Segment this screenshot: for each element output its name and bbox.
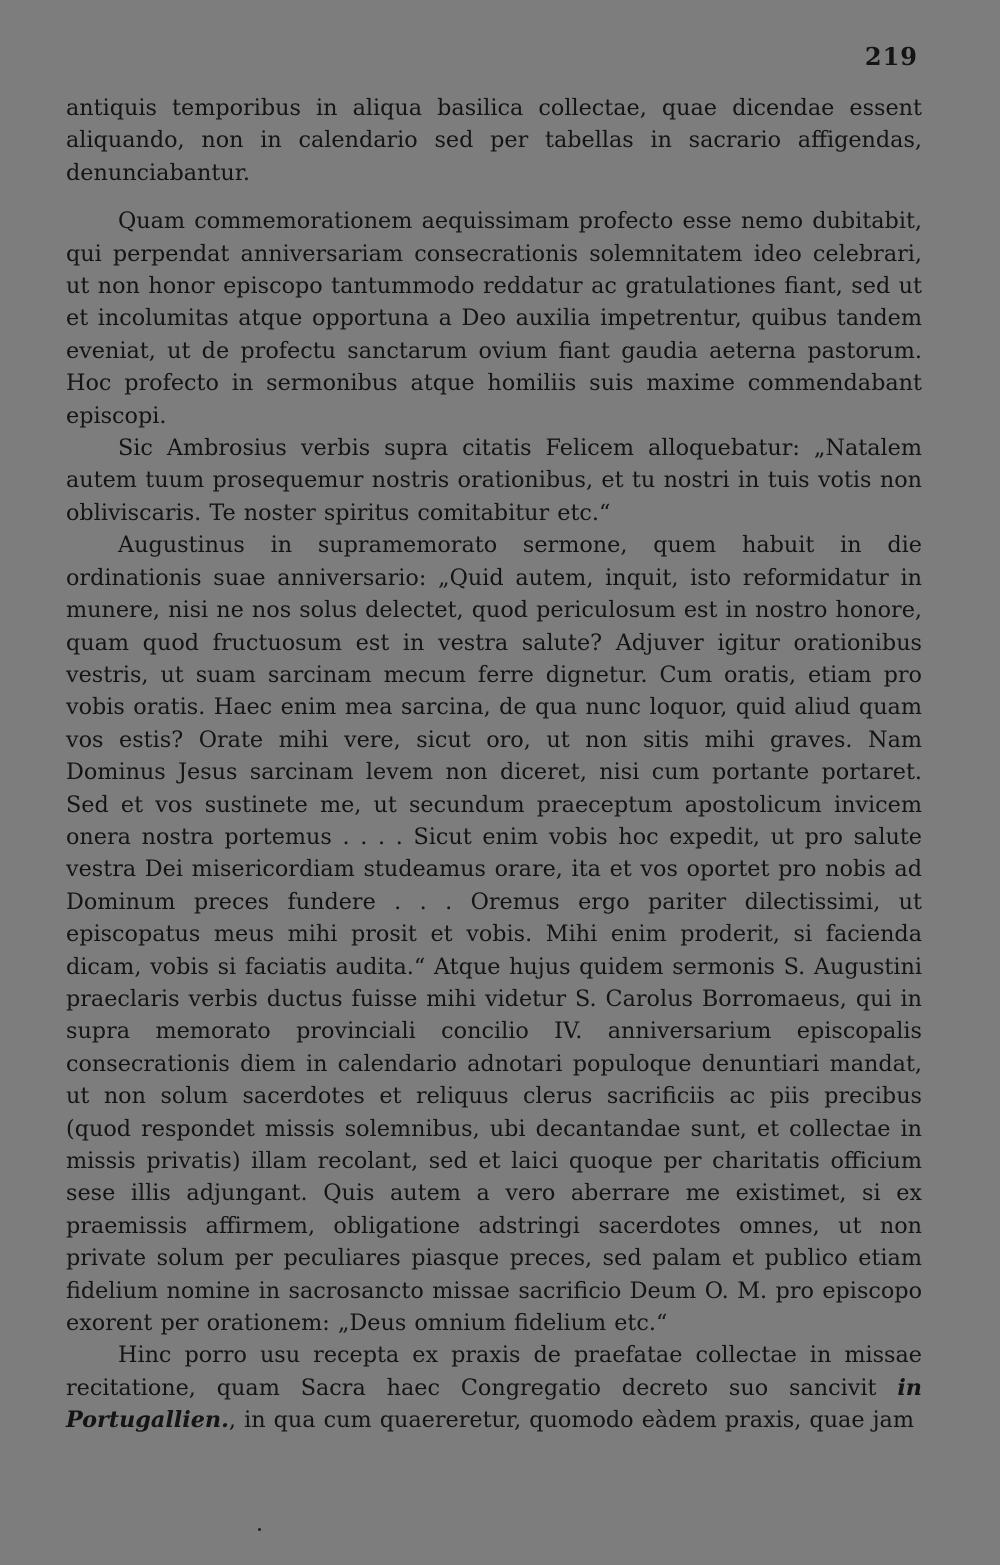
- paragraph-5: [66, 1339, 922, 1436]
- body-text: [66, 92, 922, 1437]
- page-number: 219: [864, 42, 918, 71]
- citation-italic: in Portugallien.: [66, 1374, 922, 1434]
- paragraph-2: Quam commemorationem aequissimam profecto esse nemo dubitabit, qui perpendat anniversariam consecrationis solemnitatem ideo celebrari, ut non honor episcopo tantummodo reddatur ac gratulationes fiant, sed ut et incolumitas atque opportuna a Deo auxilia impetrentur, quibus tandem eveniat, ut de profectu sanctarum ovium fiant gaudia aeterna pastorum. Hoc profecto in sermonibus atque homiliis suis maxime commendabant episcopi.: [66, 208, 922, 429]
- paragraph-3: Sic Ambrosius verbis supra citatis Felicem alloquebatur: „Natalem autem tuum prosequemur nostris orationibus, et tu nostri in tuis votis non obliviscaris. Te noster spiritus comitabitur etc.“: [66, 435, 922, 526]
- scan-speck: [258, 1528, 261, 1531]
- paragraph-1: antiquis temporibus in aliqua basilica collectae, quae dicendae essent aliquando, non in calendario sed per tabellas in sacrario affigendas, denunciabantur.: [66, 95, 922, 186]
- paragraph-5-text-end: , in qua cum quaereretur, quomodo eàdem praxis, quae jam: [228, 1407, 914, 1434]
- paragraph-4: Augustinus in supramemorato sermone, quem habuit in die ordinationis suae anniversario: „Quid autem, inquit, isto reformidatur in munere, nisi ne nos solus delectet, quod periculosum est in nostro honore, quam quod fructuosum est in vestra salute? Adjuver igitur orationibus vestris, ut suam sarcinam mecum ferre dignetur. Cum oratis, etiam pro vobis oratis. Haec enim mea sarcina, de qua nunc loquor, quid aliud quam vos estis? Orate mihi vere, sicut oro, ut non sitis mihi graves. Nam Dominus Jesus sarcinam levem non diceret, nisi cum portante portaret. Sed et vos sustinete me, ut secundum praeceptum apostolicum invicem onera nostra portemus . . . . Sicut enim vobis hoc expedit, ut pro salute vestra Dei misericordiam studeamus orare, ita et vos oportet pro nobis ad Dominum preces fundere . . . Oremus ergo pariter dilectissimi, ut episcopatus meus mihi prosit et vobis. Mihi enim proderit, si facienda dicam, vobis si faciatis audita.“ Atque hujus quidem sermonis S. Augustini praeclaris verbis ductus fuisse mihi videtur S. Carolus Borromaeus, qui in supra memorato provinciali concilio IV. anniversarium episcopalis consecrationis diem in calendario adnotari populoque denuntiari mandat, ut non solum sacerdotes et reliquus clerus sacrificiis ac piis precibus (quod respondet missis solemnibus, ubi decantandae sunt, et collectae in missis privatis) illam recolant, sed et laici quoque per charitatis officium sese illis adjungant. Quis autem a vero aberrare me existimet, si ex praemissis affirmem, obligatione adstringi sacerdotes omnes, ut non private solum per peculiares piasque preces, sed palam et publico etiam fidelium nomine in sacrosancto missae sacrificio Deum O. M. pro episcopo exorent per orationem: „Deus omnium fidelium etc.“: [66, 532, 922, 1337]
- paragraph-5-text: Hinc porro usu recepta ex praxis de praefatae collectae in missae recitatione, quam Sacra haec Congregatio decreto suo sancivit: [66, 1342, 922, 1401]
